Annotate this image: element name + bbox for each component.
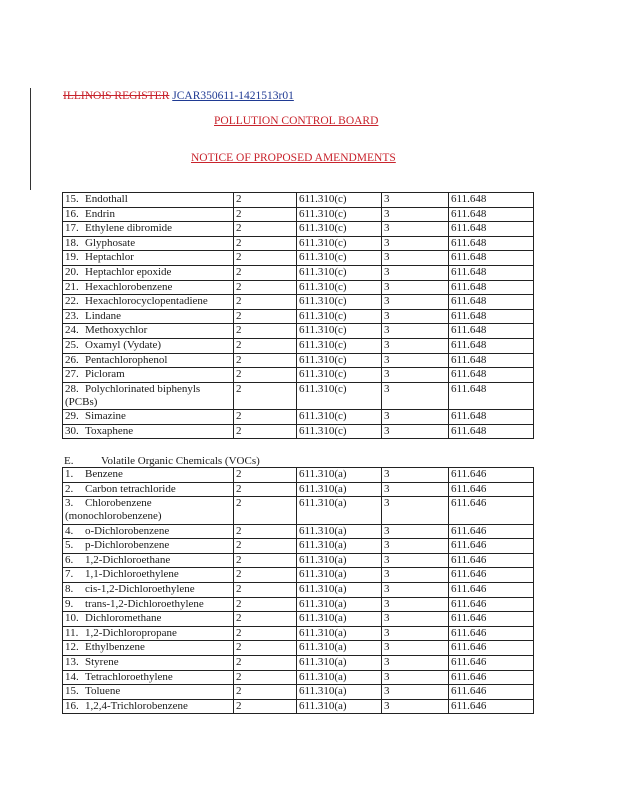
- table-row: [63, 641, 534, 656]
- section-ref-cell: 611.310(a): [297, 670, 382, 685]
- col4-cell: 3: [382, 468, 449, 483]
- table-row: [63, 251, 534, 266]
- section-title: Volatile Organic Chemicals (VOCs): [101, 455, 260, 467]
- section-ref-cell: 611.310(a): [297, 626, 382, 641]
- col4-cell: 3: [382, 597, 449, 612]
- section-ref-cell: 611.648: [449, 295, 534, 310]
- col2-cell: 2: [234, 641, 297, 656]
- table-row: [63, 497, 534, 524]
- chemical-name: Picloram: [85, 368, 125, 381]
- section-ref-cell: 611.310(c): [297, 236, 382, 251]
- section-ref-cell: 611.648: [449, 251, 534, 266]
- row-number: 14.: [65, 670, 79, 683]
- section-ref-cell: 611.648: [449, 353, 534, 368]
- section-ref-cell: 611.646: [449, 670, 534, 685]
- row-number: 10.: [65, 612, 79, 625]
- table-row: [63, 699, 534, 714]
- table-row: [63, 382, 534, 409]
- chemical-cell: [63, 338, 234, 353]
- row-number: 9.: [65, 597, 74, 610]
- col4-cell: 3: [382, 295, 449, 310]
- col2-cell: 2: [234, 539, 297, 554]
- section-ref-cell: 611.648: [449, 410, 534, 425]
- chemical-name: Dichloromethane: [85, 612, 162, 625]
- chemical-cell: [63, 670, 234, 685]
- col4-cell: 3: [382, 280, 449, 295]
- col4-cell: 3: [382, 338, 449, 353]
- chemical-cell: [63, 410, 234, 425]
- section-ref-cell: 611.310(a): [297, 524, 382, 539]
- col4-cell: 3: [382, 655, 449, 670]
- table-row: [63, 553, 534, 568]
- chemical-name: Methoxychlor: [85, 324, 148, 337]
- col4-cell: 3: [382, 670, 449, 685]
- col2-cell: 2: [234, 670, 297, 685]
- contaminant-table-2: [62, 467, 534, 714]
- section-ref-cell: 611.648: [449, 236, 534, 251]
- chemical-name: Heptachlor epoxide: [85, 265, 172, 278]
- row-number: 15.: [65, 193, 79, 205]
- register-old-text: ILLINOIS REGISTER: [63, 90, 170, 102]
- section-ref-cell: 611.310(c): [297, 382, 382, 409]
- table-row: [63, 309, 534, 324]
- row-number: 24.: [65, 324, 79, 337]
- chemical-name: o-Dichlorobenzene: [85, 524, 170, 537]
- row-number: 20.: [65, 265, 79, 278]
- chemical-cell: [63, 685, 234, 700]
- chemical-name: Endothall: [85, 193, 128, 205]
- chemical-cell: [63, 539, 234, 554]
- row-number: 30.: [65, 424, 79, 437]
- table-row: [63, 353, 534, 368]
- col2-cell: 2: [234, 353, 297, 368]
- col2-cell: 2: [234, 468, 297, 483]
- table-row: [63, 482, 534, 497]
- col4-cell: 3: [382, 265, 449, 280]
- chemical-name: Simazine: [85, 410, 126, 423]
- chemical-cell: [63, 468, 234, 483]
- section-ref-cell: 611.310(a): [297, 582, 382, 597]
- chemical-cell: [63, 655, 234, 670]
- table-row: [63, 424, 534, 439]
- chemical-name: Tetrachloroethylene: [85, 670, 173, 683]
- row-number: 21.: [65, 280, 79, 293]
- section-heading: [64, 455, 260, 467]
- section-ref-cell: 611.646: [449, 568, 534, 583]
- col2-cell: 2: [234, 382, 297, 409]
- col4-cell: 3: [382, 424, 449, 439]
- col2-cell: 2: [234, 482, 297, 497]
- chemical-cell: [63, 641, 234, 656]
- row-number: 29.: [65, 410, 79, 423]
- table-row: [63, 410, 534, 425]
- section-ref-cell: 611.648: [449, 324, 534, 339]
- chemical-cell: [63, 353, 234, 368]
- col2-cell: 2: [234, 553, 297, 568]
- chemical-cell: [63, 193, 234, 208]
- table-row: [63, 612, 534, 627]
- chemical-name: Lindane: [85, 309, 122, 322]
- section-ref-cell: 611.310(c): [297, 338, 382, 353]
- section-ref-cell: 611.310(c): [297, 309, 382, 324]
- col2-cell: 2: [234, 685, 297, 700]
- section-letter: E.: [64, 455, 74, 467]
- row-number: 13.: [65, 655, 79, 668]
- chemical-cell: [63, 582, 234, 597]
- chemical-name: Heptachlor: [85, 251, 134, 264]
- section-ref-cell: 611.310(c): [297, 324, 382, 339]
- col2-cell: 2: [234, 309, 297, 324]
- col2-cell: 2: [234, 655, 297, 670]
- row-number: 8.: [65, 582, 74, 595]
- section-ref-cell: 611.648: [449, 309, 534, 324]
- section-ref-cell: 611.310(a): [297, 482, 382, 497]
- chemical-cell: [63, 424, 234, 439]
- table-row: [63, 468, 534, 483]
- section-ref-cell: 611.646: [449, 612, 534, 627]
- row-number: 25.: [65, 338, 79, 351]
- register-new-text: JCAR350611-1421513r01: [172, 90, 294, 102]
- col4-cell: 3: [382, 236, 449, 251]
- row-number: 16.: [65, 699, 79, 712]
- col2-cell: 2: [234, 338, 297, 353]
- row-number: 23.: [65, 309, 79, 322]
- table-row: [63, 236, 534, 251]
- section-ref-cell: 611.646: [449, 482, 534, 497]
- section-ref-cell: 611.646: [449, 597, 534, 612]
- section-ref-cell: 611.310(c): [297, 410, 382, 425]
- row-number: 19.: [65, 251, 79, 264]
- col4-cell: 3: [382, 251, 449, 266]
- row-number: 1.: [65, 468, 74, 480]
- col2-cell: 2: [234, 324, 297, 339]
- chemical-cell: [63, 699, 234, 714]
- chemical-cell: [63, 309, 234, 324]
- section-ref-cell: 611.648: [449, 207, 534, 222]
- section-ref-cell: 611.310(a): [297, 655, 382, 670]
- row-number: 7.: [65, 568, 74, 581]
- section-ref-cell: 611.648: [449, 382, 534, 409]
- section-ref-cell: 611.648: [449, 368, 534, 383]
- chemical-cell: [63, 482, 234, 497]
- table-row: [63, 368, 534, 383]
- col4-cell: 3: [382, 497, 449, 524]
- chemical-cell: [63, 251, 234, 266]
- chemical-cell: [63, 553, 234, 568]
- col4-cell: 3: [382, 626, 449, 641]
- chemical-name: 1,1-Dichloroethylene: [85, 568, 179, 581]
- section-ref-cell: 611.310(a): [297, 597, 382, 612]
- board-header: POLLUTION CONTROL BOARD: [214, 115, 379, 127]
- chemical-cell: [63, 524, 234, 539]
- row-number: 6.: [65, 553, 74, 566]
- table-row: [63, 670, 534, 685]
- col4-cell: 3: [382, 482, 449, 497]
- chemical-name: Pentachlorophenol: [85, 353, 168, 366]
- section-ref-cell: 611.646: [449, 655, 534, 670]
- table-row: [63, 685, 534, 700]
- section-ref-cell: 611.648: [449, 193, 534, 208]
- col2-cell: 2: [234, 265, 297, 280]
- section-ref-cell: 611.646: [449, 641, 534, 656]
- col4-cell: 3: [382, 699, 449, 714]
- col2-cell: 2: [234, 582, 297, 597]
- row-number: 16.: [65, 207, 79, 220]
- col2-cell: 2: [234, 497, 297, 524]
- section-ref-cell: 611.310(c): [297, 207, 382, 222]
- section-ref-cell: 611.310(a): [297, 553, 382, 568]
- chemical-cell: [63, 265, 234, 280]
- chemical-name: Chlorobenzene (monochlorobenzene): [65, 497, 162, 523]
- section-ref-cell: 611.310(a): [297, 699, 382, 714]
- section-ref-cell: 611.646: [449, 497, 534, 524]
- row-number: 5.: [65, 539, 74, 552]
- section-ref-cell: 611.310(a): [297, 685, 382, 700]
- section-ref-cell: 611.310(a): [297, 568, 382, 583]
- row-number: 2.: [65, 482, 74, 495]
- section-ref-cell: 611.310(a): [297, 497, 382, 524]
- col4-cell: 3: [382, 324, 449, 339]
- col4-cell: 3: [382, 641, 449, 656]
- row-number: 3.: [65, 497, 74, 510]
- section-ref-cell: 611.648: [449, 222, 534, 237]
- chemical-name: Hexachlorobenzene: [85, 280, 173, 293]
- row-number: 22.: [65, 295, 79, 308]
- col4-cell: 3: [382, 368, 449, 383]
- section-ref-cell: 611.310(a): [297, 539, 382, 554]
- section-ref-cell: 611.310(a): [297, 641, 382, 656]
- chemical-name: Polychlorinated biphenyls (PCBs): [65, 382, 201, 408]
- col4-cell: 3: [382, 553, 449, 568]
- chemical-name: Hexachlorocyclopentadiene: [85, 295, 208, 308]
- section-ref-cell: 611.310(c): [297, 280, 382, 295]
- row-number: 18.: [65, 236, 79, 249]
- chemical-name: 1,2-Dichloropropane: [85, 626, 177, 639]
- col2-cell: 2: [234, 612, 297, 627]
- table-row: [63, 539, 534, 554]
- col4-cell: 3: [382, 582, 449, 597]
- chemical-cell: [63, 497, 234, 524]
- col2-cell: 2: [234, 280, 297, 295]
- table-row: [63, 655, 534, 670]
- section-ref-cell: 611.310(c): [297, 353, 382, 368]
- section-ref-cell: 611.646: [449, 626, 534, 641]
- table-row: [63, 280, 534, 295]
- chemical-cell: [63, 368, 234, 383]
- chemical-cell: [63, 612, 234, 627]
- col4-cell: 3: [382, 524, 449, 539]
- table-row: [63, 597, 534, 612]
- section-ref-cell: 611.646: [449, 468, 534, 483]
- section-ref-cell: 611.310(c): [297, 295, 382, 310]
- table-row: [63, 295, 534, 310]
- chemical-cell: [63, 568, 234, 583]
- chemical-name: Glyphosate: [85, 236, 136, 249]
- section-ref-cell: 611.310(c): [297, 251, 382, 266]
- col4-cell: 3: [382, 353, 449, 368]
- table-row: [63, 222, 534, 237]
- row-number: 12.: [65, 641, 79, 654]
- section-ref-cell: 611.648: [449, 280, 534, 295]
- table-row: [63, 207, 534, 222]
- section-ref-cell: 611.310(c): [297, 265, 382, 280]
- table-row: [63, 524, 534, 539]
- col4-cell: 3: [382, 685, 449, 700]
- notice-header: NOTICE OF PROPOSED AMENDMENTS: [191, 152, 396, 164]
- table-row: [63, 626, 534, 641]
- col4-cell: 3: [382, 382, 449, 409]
- row-number: 28.: [65, 382, 79, 395]
- chemical-name: Benzene: [85, 468, 123, 480]
- col4-cell: 3: [382, 539, 449, 554]
- col2-cell: 2: [234, 524, 297, 539]
- section-ref-cell: 611.646: [449, 685, 534, 700]
- section-ref-cell: 611.646: [449, 582, 534, 597]
- col2-cell: 2: [234, 207, 297, 222]
- col2-cell: 2: [234, 222, 297, 237]
- section-ref-cell: 611.648: [449, 338, 534, 353]
- chemical-cell: [63, 236, 234, 251]
- chemical-name: trans-1,2-Dichloroethylene: [85, 597, 204, 610]
- col4-cell: 3: [382, 309, 449, 324]
- col4-cell: 3: [382, 568, 449, 583]
- chemical-name: Oxamyl (Vydate): [85, 338, 162, 351]
- row-number: 26.: [65, 353, 79, 366]
- contaminant-table-1: [62, 192, 534, 439]
- chemical-name: Toluene: [85, 685, 121, 698]
- section-ref-cell: 611.310(c): [297, 193, 382, 208]
- col2-cell: 2: [234, 193, 297, 208]
- col2-cell: 2: [234, 699, 297, 714]
- change-bar: [30, 88, 31, 190]
- register-header: [63, 90, 294, 102]
- section-ref-cell: 611.646: [449, 699, 534, 714]
- table-row: [63, 338, 534, 353]
- section-ref-cell: 611.310(a): [297, 468, 382, 483]
- chemical-cell: [63, 207, 234, 222]
- col2-cell: 2: [234, 410, 297, 425]
- table-row: [63, 193, 534, 208]
- col2-cell: 2: [234, 236, 297, 251]
- section-ref-cell: 611.310(a): [297, 612, 382, 627]
- col4-cell: 3: [382, 207, 449, 222]
- col4-cell: 3: [382, 193, 449, 208]
- table-row: [63, 265, 534, 280]
- section-ref-cell: 611.310(c): [297, 368, 382, 383]
- section-ref-cell: 611.310(c): [297, 424, 382, 439]
- chemical-cell: [63, 295, 234, 310]
- section-ref-cell: 611.310(c): [297, 222, 382, 237]
- chemical-name: Ethylbenzene: [85, 641, 145, 654]
- section-ref-cell: 611.646: [449, 553, 534, 568]
- section-ref-cell: 611.646: [449, 539, 534, 554]
- col2-cell: 2: [234, 251, 297, 266]
- chemical-name: 1,2-Dichloroethane: [85, 553, 171, 566]
- col2-cell: 2: [234, 295, 297, 310]
- chemical-name: Carbon tetrachloride: [85, 482, 176, 495]
- chemical-name: Toxaphene: [85, 424, 134, 437]
- col2-cell: 2: [234, 368, 297, 383]
- section-ref-cell: 611.648: [449, 265, 534, 280]
- chemical-cell: [63, 324, 234, 339]
- chemical-cell: [63, 597, 234, 612]
- row-number: 17.: [65, 222, 79, 235]
- col4-cell: 3: [382, 410, 449, 425]
- row-number: 11.: [65, 626, 79, 639]
- row-number: 4.: [65, 524, 74, 537]
- row-number: 27.: [65, 368, 79, 381]
- col2-cell: 2: [234, 597, 297, 612]
- col2-cell: 2: [234, 568, 297, 583]
- chemical-cell: [63, 280, 234, 295]
- chemical-name: Styrene: [85, 655, 119, 668]
- chemical-name: Endrin: [85, 207, 115, 220]
- chemical-name: 1,2,4-Trichlorobenzene: [85, 699, 188, 712]
- table-row: [63, 568, 534, 583]
- col2-cell: 2: [234, 424, 297, 439]
- section-ref-cell: 611.648: [449, 424, 534, 439]
- chemical-name: cis-1,2-Dichloroethylene: [85, 582, 195, 595]
- chemical-cell: [63, 626, 234, 641]
- table-row: [63, 582, 534, 597]
- col2-cell: 2: [234, 626, 297, 641]
- col4-cell: 3: [382, 612, 449, 627]
- chemical-cell: [63, 382, 234, 409]
- chemical-name: p-Dichlorobenzene: [85, 539, 170, 552]
- section-ref-cell: 611.646: [449, 524, 534, 539]
- row-number: 15.: [65, 685, 79, 698]
- chemical-name: Ethylene dibromide: [85, 222, 173, 235]
- table-row: [63, 324, 534, 339]
- col4-cell: 3: [382, 222, 449, 237]
- chemical-cell: [63, 222, 234, 237]
